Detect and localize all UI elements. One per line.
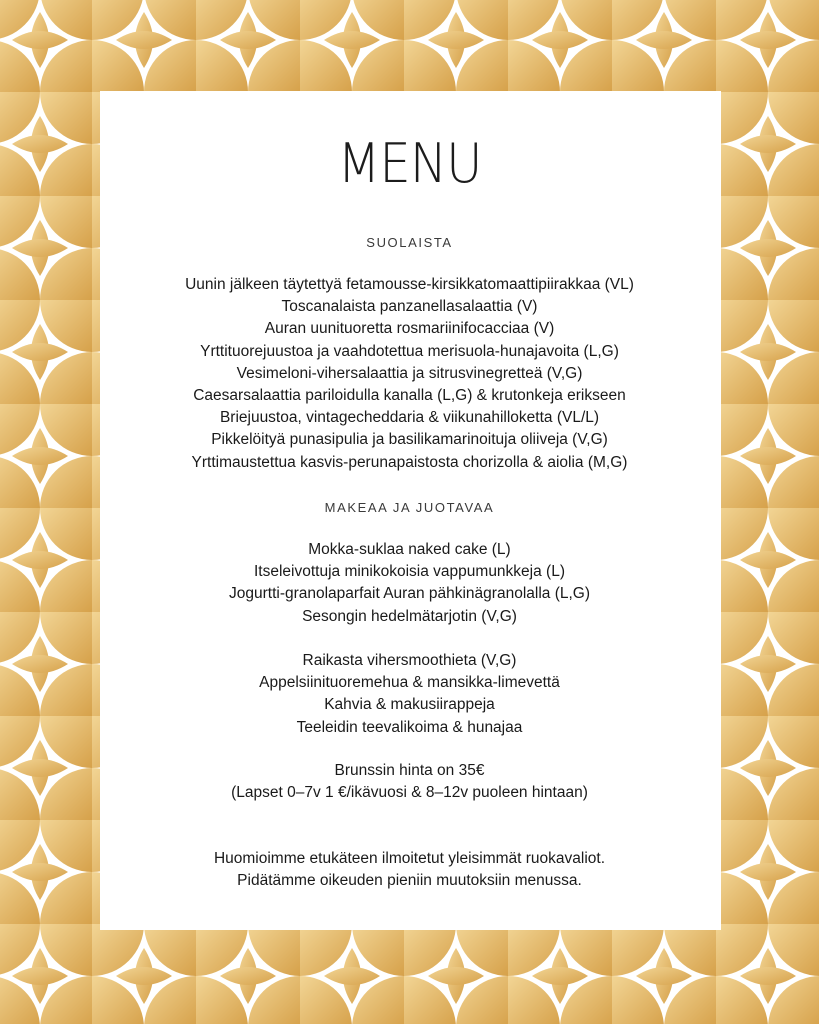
list-item: Jogurtti-granolaparfait Auran pähkinägranolalla (L,G) bbox=[228, 585, 591, 603]
list-item: Yrttimaustettua kasvis-perunapaistosta chorizolla & aiolia (M,G) bbox=[191, 453, 628, 471]
list-item: Teeleidin teevalikoima & hunajaa bbox=[296, 718, 523, 736]
price-note: (Lapset 0–7v 1 €/ikävuosi & 8–12v puoleen hintaan) bbox=[231, 784, 588, 802]
list-item: Itseleivottuja minikokoisia vappumunkkeja (L) bbox=[253, 563, 565, 581]
list-item: Caesarsalaattia pariloidulla kanalla (L,G) & krutonkeja erikseen bbox=[193, 387, 626, 405]
sweet-list bbox=[0, 539, 819, 628]
drinks-list bbox=[0, 650, 819, 739]
note-line: Pidätämme oikeuden pieniin muutoksiin menussa. bbox=[237, 872, 582, 890]
list-item: Auran uunituoretta rosmariinifocacciaa (V) bbox=[264, 320, 555, 338]
note-line: Huomioimme etukäteen ilmoitetut yleisimmät ruokavaliot. bbox=[213, 850, 606, 867]
list-item: Mokka-suklaa naked cake (L) bbox=[308, 541, 511, 558]
notes bbox=[0, 848, 819, 892]
list-item: Kahvia & makusiirappeja bbox=[324, 696, 495, 714]
list-item: Sesongin hedelmätarjotin (V,G) bbox=[302, 607, 517, 625]
list-item: Pikkelöityä punasipulia ja basilikamarinoituja oliiveja (V,G) bbox=[211, 431, 608, 449]
menu-title: MENU bbox=[337, 132, 482, 195]
price-line: Brunssin hinta on 35€ bbox=[334, 762, 485, 779]
list-item: Raikasta vihersmoothieta (V,G) bbox=[302, 652, 517, 669]
section-heading-savory: SUOLAISTA bbox=[366, 235, 453, 250]
list-item: Uunin jälkeen täytettyä fetamousse-kirsikkatomaattipiirakkaa (VL) bbox=[185, 276, 634, 293]
savory-list bbox=[0, 274, 819, 474]
list-item: Appelsiinituoremehua & mansikka-limevettä bbox=[259, 674, 560, 692]
list-item: Yrttituorejuustoa ja vaahdotettua merisuola-hunajavoita (L,G) bbox=[200, 342, 619, 360]
list-item: Vesimeloni-vihersalaattia ja sitrusvinegretteä (V,G) bbox=[236, 364, 583, 382]
list-item: Briejuustoa, vintagecheddaria & viikunahilloketta (VL/L) bbox=[219, 409, 600, 427]
price-info bbox=[0, 760, 819, 804]
list-item: Toscanalaista panzanellasalaattia (V) bbox=[281, 298, 538, 316]
section-heading-sweet: MAKEAA JA JUOTAVAA bbox=[324, 500, 495, 515]
